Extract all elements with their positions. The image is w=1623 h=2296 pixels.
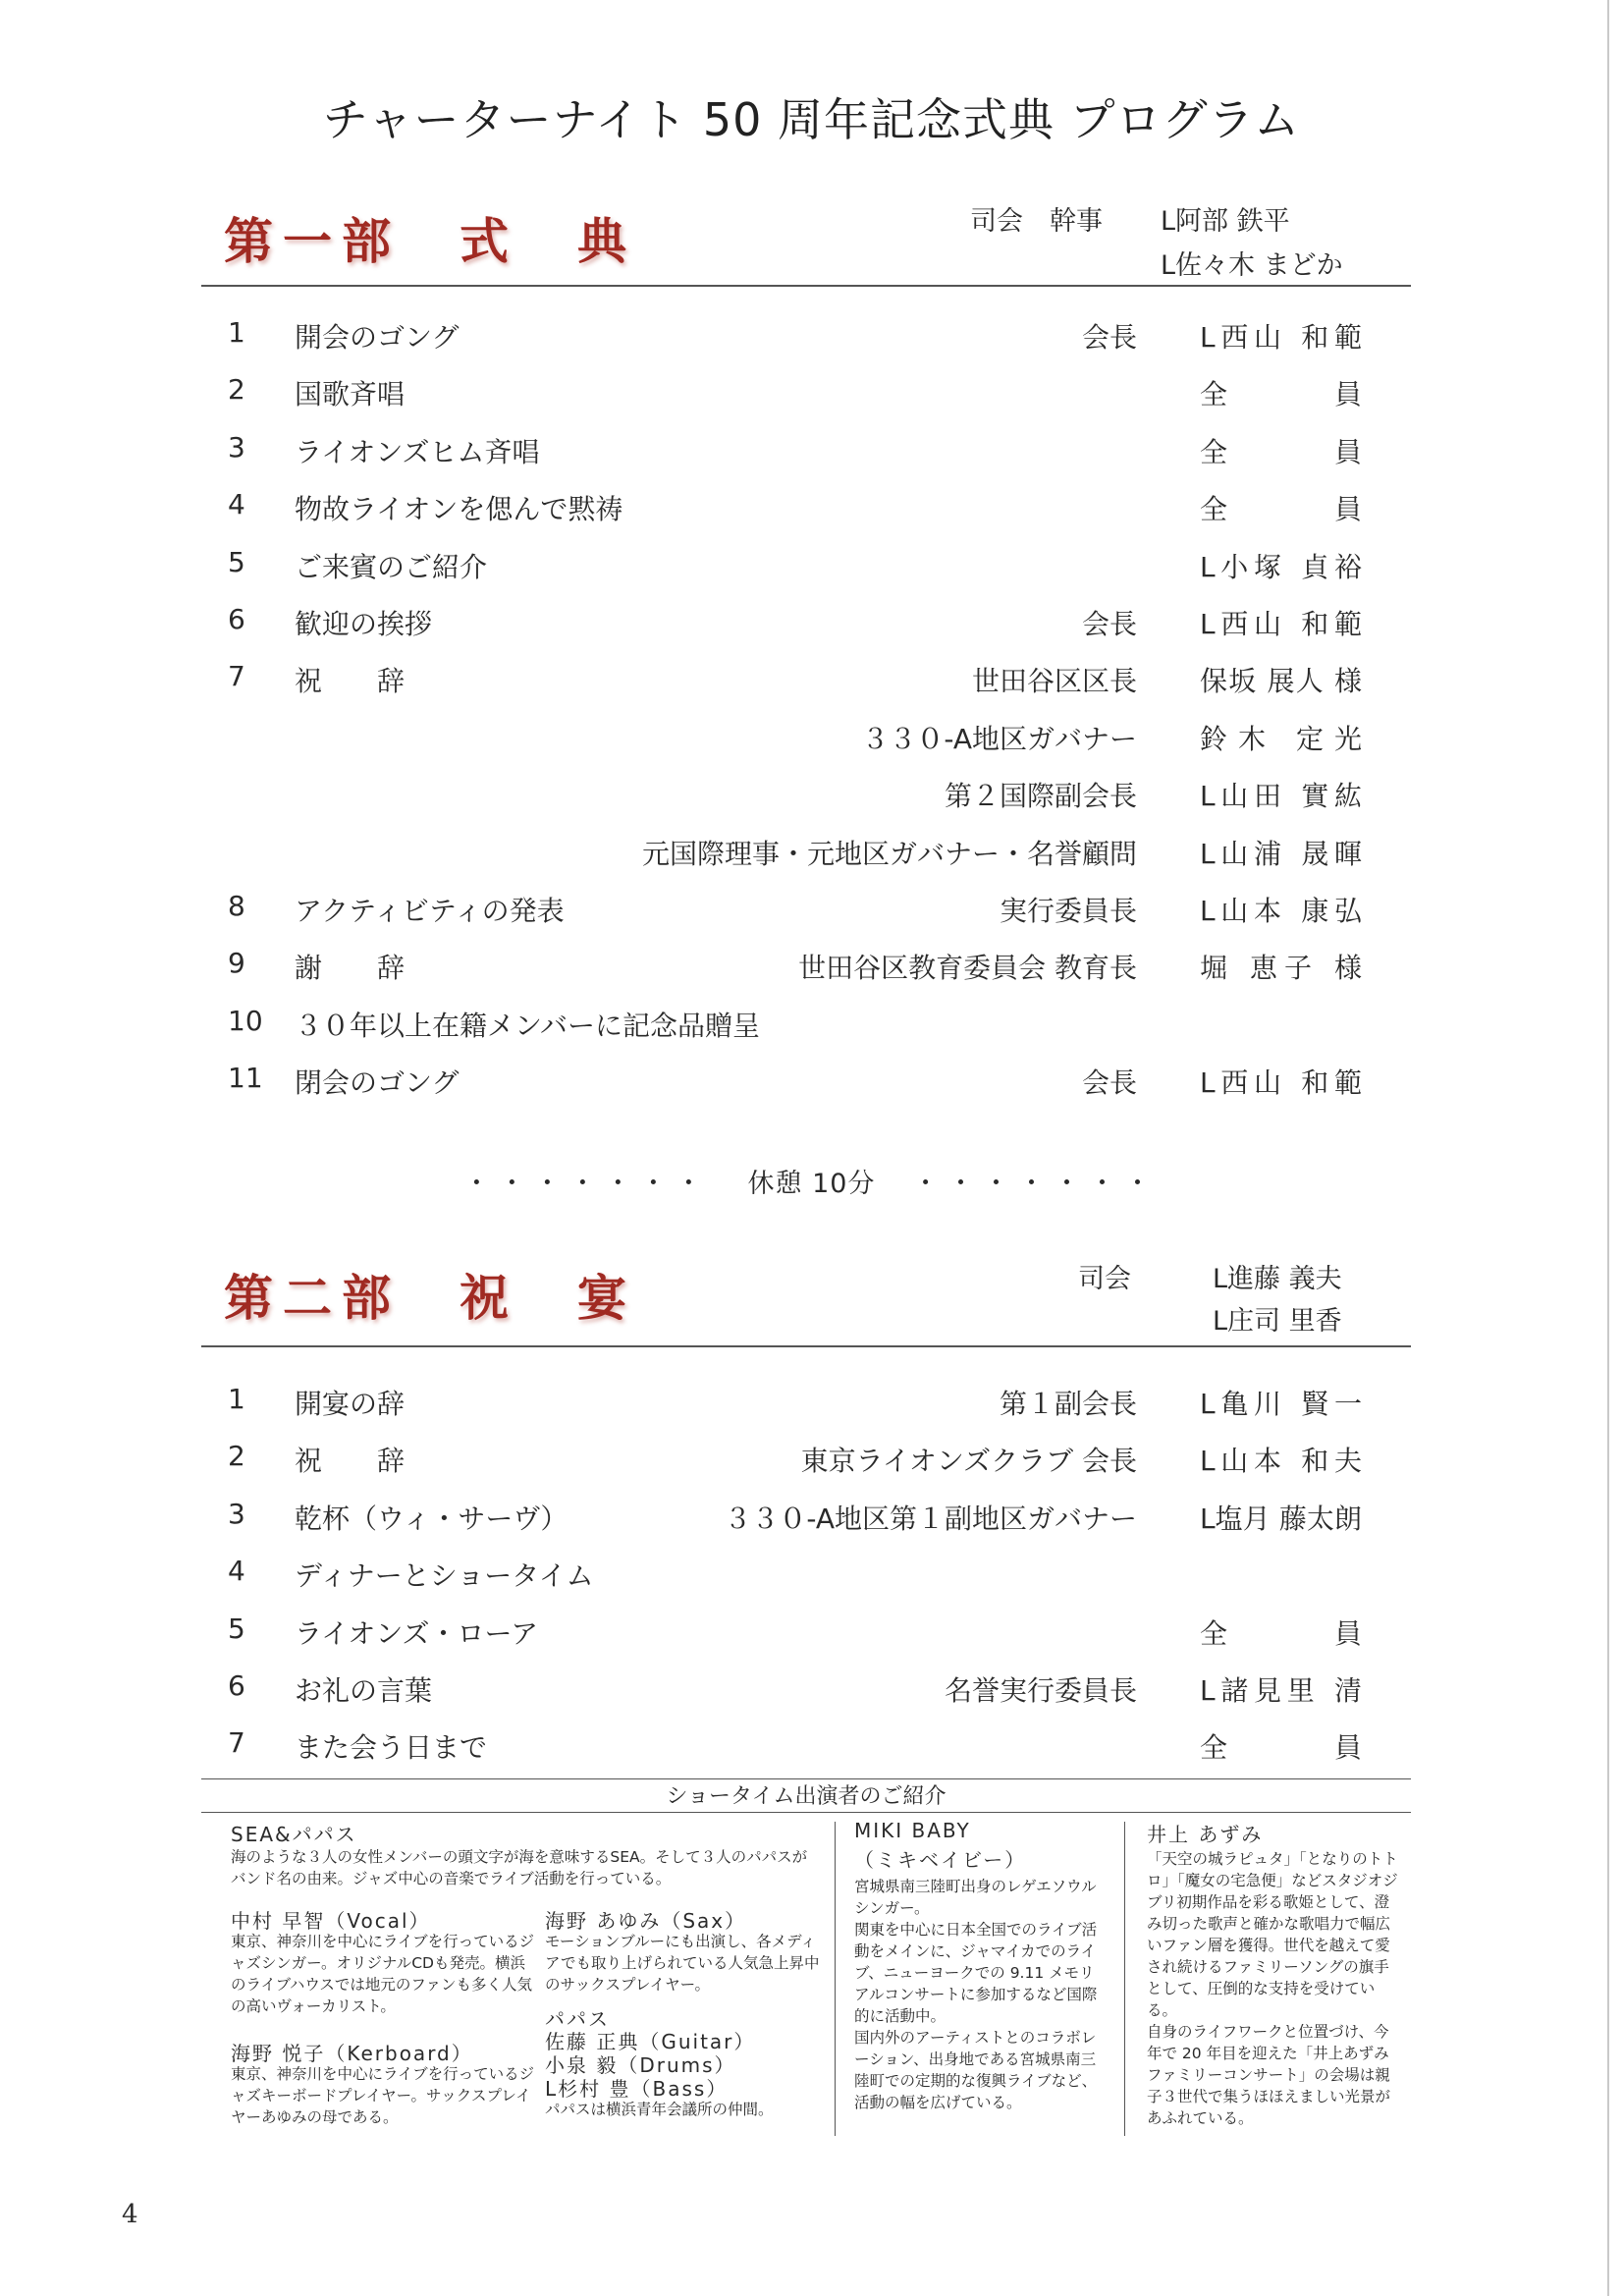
item-number: 2: [228, 1440, 245, 1473]
item-title: ３０年以上在籍メンバーに記念品贈呈: [295, 1009, 761, 1042]
intermission: [0, 1162, 1623, 1200]
program-row: [0, 833, 1623, 876]
item-title: 開宴の辞: [295, 1388, 406, 1420]
item-number: 5: [228, 545, 245, 578]
item-title: ご来賓のご紹介: [295, 550, 488, 583]
item-person: L山田 實紘: [1200, 780, 1362, 813]
papas-label: パパス: [545, 2007, 610, 2031]
member-description: モーションブルーにも出演し、各メディアでも取り上げられている人気急上昇中のサックスプレイヤー。: [545, 1933, 820, 1994]
program-row: [0, 718, 1623, 761]
item-role: 元国際理事・元地区ガバナー・名誉顧問: [641, 837, 1137, 870]
item-person: L小塚 貞裕: [1200, 550, 1362, 583]
item-role: ３３０-A地区ガバナー: [861, 722, 1137, 755]
item-person: L西山 和範: [1200, 1066, 1362, 1100]
part1-mc-name: L佐々木 まどか: [1161, 250, 1343, 281]
papas-note: パパスは横浜青年会議所の仲間。: [545, 2101, 774, 2118]
performer-description: 「天空の城ラピュタ」「となりのトトロ」「魔女の宅急便」などスタジオジブリ初期作品を彩る歌姫として、澄み切った歌声と確かな歌唱力で幅広いファン層を獲得。世代を越えて愛され続けるファミリーソングの旗手として、圧倒的な支持を受けている。 自身のライフワークと位置づけ、今年で 20 年目を迎えた「井上あずみファミリーコンサート」の会場は親子３世代で集うほほえましい光景があふれている。: [1147, 1850, 1398, 2127]
program-row: [0, 1669, 1623, 1713]
showtime-title-rule: [201, 1812, 1411, 1813]
member-name: 海野 あゆみ（Sax）: [545, 1909, 747, 1933]
program-row: [0, 373, 1623, 416]
performer-description: 宮城県南三陸町出身のレゲエソウルシンガー。 関東を中心に日本全国でのライブ活動をメインに、ジャマイカでのライブ、ニューヨークでの 9.11 メモリアルコンサートに参加するなど国際的に活動中。 国内外のアーティストとのコラボレーション、出身地である宮城県南三陸町での定期的な復興ライブなど、活動の幅を広げている。: [854, 1878, 1098, 2111]
item-title: 謝 辞: [295, 952, 406, 985]
item-title: 開会のゴング: [295, 321, 460, 354]
item-number: 1: [228, 316, 245, 349]
item-number: 3: [228, 1497, 245, 1530]
program-row: [0, 1555, 1623, 1598]
showtime-title: ショータイム出演者のご紹介: [666, 1784, 947, 1809]
item-role: 世田谷区区長: [971, 665, 1137, 698]
part2-heading: 第二部 祝 宴: [224, 1269, 636, 1327]
intermission-dots: ・・・・・・・: [462, 1169, 711, 1199]
member-name: 海野 悦子（Kerboard）: [231, 2042, 473, 2065]
item-title: ライオンズヒム斉唱: [295, 435, 540, 468]
intermission-dots: ・・・・・・・: [912, 1169, 1161, 1199]
item-number: 11: [228, 1062, 263, 1095]
item-title: 乾杯（ウィ・サーヴ）: [295, 1502, 568, 1535]
program-row: [0, 1613, 1623, 1656]
program-row: [0, 316, 1623, 359]
item-person: L山本 和夫: [1200, 1445, 1362, 1478]
item-title: 祝 辞: [295, 1445, 406, 1478]
item-person: 全 員: [1200, 1731, 1362, 1765]
part1-heading: 第一部 式 典: [224, 212, 636, 270]
program-row: [0, 1005, 1623, 1048]
part2-mc-name: L庄司 里香: [1213, 1306, 1342, 1337]
program-row: [0, 431, 1623, 474]
item-person: L西山 和範: [1200, 321, 1362, 354]
item-number: 4: [228, 488, 245, 521]
member-description: 東京、神奈川を中心にライブを行っているジャズシンガー。オリジナルCDも発売。横浜のライブハウスでは地元のファンも多く人気の高いヴォーカリスト。: [231, 1933, 535, 2015]
part1-divider: [201, 285, 1411, 287]
item-person: 堀 恵子 様: [1200, 952, 1362, 985]
program-row: [0, 1383, 1623, 1426]
item-role: 東京ライオンズクラブ 会長: [800, 1445, 1137, 1478]
item-title: ディナーとショータイム: [295, 1559, 594, 1593]
item-role: 会長: [1081, 608, 1137, 640]
item-number: 9: [228, 947, 245, 980]
item-number: 5: [228, 1612, 245, 1645]
item-number: 1: [228, 1383, 245, 1415]
item-person: L塩月 藤太朗: [1200, 1502, 1362, 1535]
item-title: ライオンズ・ローア: [295, 1616, 539, 1650]
member-name: L杉村 豊（Bass）: [545, 2077, 729, 2101]
item-person: L西山 和範: [1200, 608, 1362, 640]
part2-divider: [201, 1345, 1411, 1347]
item-number: 6: [228, 603, 245, 635]
part2-mc-name: L進藤 義夫: [1213, 1264, 1342, 1294]
item-number: 4: [228, 1555, 245, 1588]
item-person: L山本 康弘: [1200, 895, 1362, 927]
item-title: 歓迎の挨拶: [295, 608, 433, 640]
column-divider: [1124, 1822, 1125, 2136]
program-row: [0, 660, 1623, 703]
page-title: チャーターナイト 50 周年記念式典 プログラム: [322, 93, 1301, 146]
item-role: 名誉実行委員長: [944, 1674, 1137, 1707]
member-name: 小泉 毅（Drums）: [545, 2053, 736, 2077]
performer-name: 井上 あずみ: [1147, 1823, 1264, 1846]
part1-mc-label: 司会 幹事: [970, 206, 1103, 237]
item-role: 会長: [1081, 1066, 1137, 1100]
program-row: [0, 947, 1623, 990]
program-row: [0, 890, 1623, 933]
part2-mc-label: 司会: [1078, 1264, 1131, 1294]
item-title: お礼の言葉: [295, 1674, 433, 1707]
item-role: 世田谷区教育委員会 教育長: [798, 952, 1137, 985]
item-person: L山浦 晟暉: [1200, 837, 1362, 870]
performer-name: SEA&パパス: [231, 1823, 357, 1846]
intermission-label: 休憩 10分: [747, 1169, 876, 1199]
program-row: [0, 1726, 1623, 1770]
item-person: 全 員: [1200, 1616, 1362, 1650]
part1-mc-name: L阿部 鉄平: [1161, 206, 1290, 237]
item-title: アクティビティの発表: [295, 895, 565, 927]
item-number: 2: [228, 373, 245, 407]
member-description: 東京、神奈川を中心にライブを行っているジャズキーボードプレイヤー。サックスプレイヤーあゆみの母である。: [231, 2065, 535, 2126]
item-number: 6: [228, 1669, 245, 1702]
item-role: ３３０-A地区第１副地区ガバナー: [724, 1502, 1137, 1535]
item-number: 3: [228, 430, 245, 464]
program-row: [0, 1498, 1623, 1541]
program-row: [0, 1062, 1623, 1105]
performer-description: 海のような３人の女性メンバーの頭文字が海を意味するSEA。そして３人のパパスがバンド名の由来。ジャズ中心の音楽でライブ活動を行っている。: [231, 1848, 808, 1887]
member-name: 中村 早智（Vocal）: [231, 1909, 431, 1933]
item-title: 祝 辞: [295, 665, 406, 698]
item-person: L諸見里 清: [1200, 1674, 1362, 1707]
item-person: 鈴木 定光: [1200, 722, 1362, 755]
program-row: [0, 775, 1623, 818]
item-role: 会長: [1081, 321, 1137, 354]
program-row: [0, 603, 1623, 646]
item-title: 国歌斉唱: [295, 378, 406, 411]
item-person: 全 員: [1200, 435, 1362, 468]
member-name: 佐藤 正典（Guitar）: [545, 2030, 756, 2053]
item-role: 第１副会長: [999, 1388, 1137, 1420]
page-number: 4: [122, 2200, 138, 2229]
performer-name: MIKI BABY: [854, 1819, 971, 1842]
item-number: 7: [228, 1726, 245, 1760]
program-row: [0, 488, 1623, 531]
item-number: 8: [228, 890, 245, 922]
item-person: 全 員: [1200, 493, 1362, 526]
performer-name-kana: （ミキベイビー）: [854, 1848, 1027, 1872]
program-row: [0, 546, 1623, 589]
item-person: 全 員: [1200, 378, 1362, 411]
item-number: 7: [228, 660, 245, 693]
column-divider: [835, 1822, 836, 2136]
item-title: 閉会のゴング: [295, 1066, 460, 1100]
item-title: また会う日まで: [295, 1731, 488, 1765]
item-person: 保坂 展人 様: [1200, 665, 1362, 698]
item-role: 実行委員長: [999, 895, 1137, 927]
program-row: [0, 1440, 1623, 1483]
item-number: 10: [228, 1004, 263, 1037]
item-person: L亀川 賢一: [1200, 1388, 1362, 1420]
item-title: 物故ライオンを偲んで黙祷: [295, 493, 623, 526]
item-role: 第２国際副会長: [944, 780, 1137, 813]
